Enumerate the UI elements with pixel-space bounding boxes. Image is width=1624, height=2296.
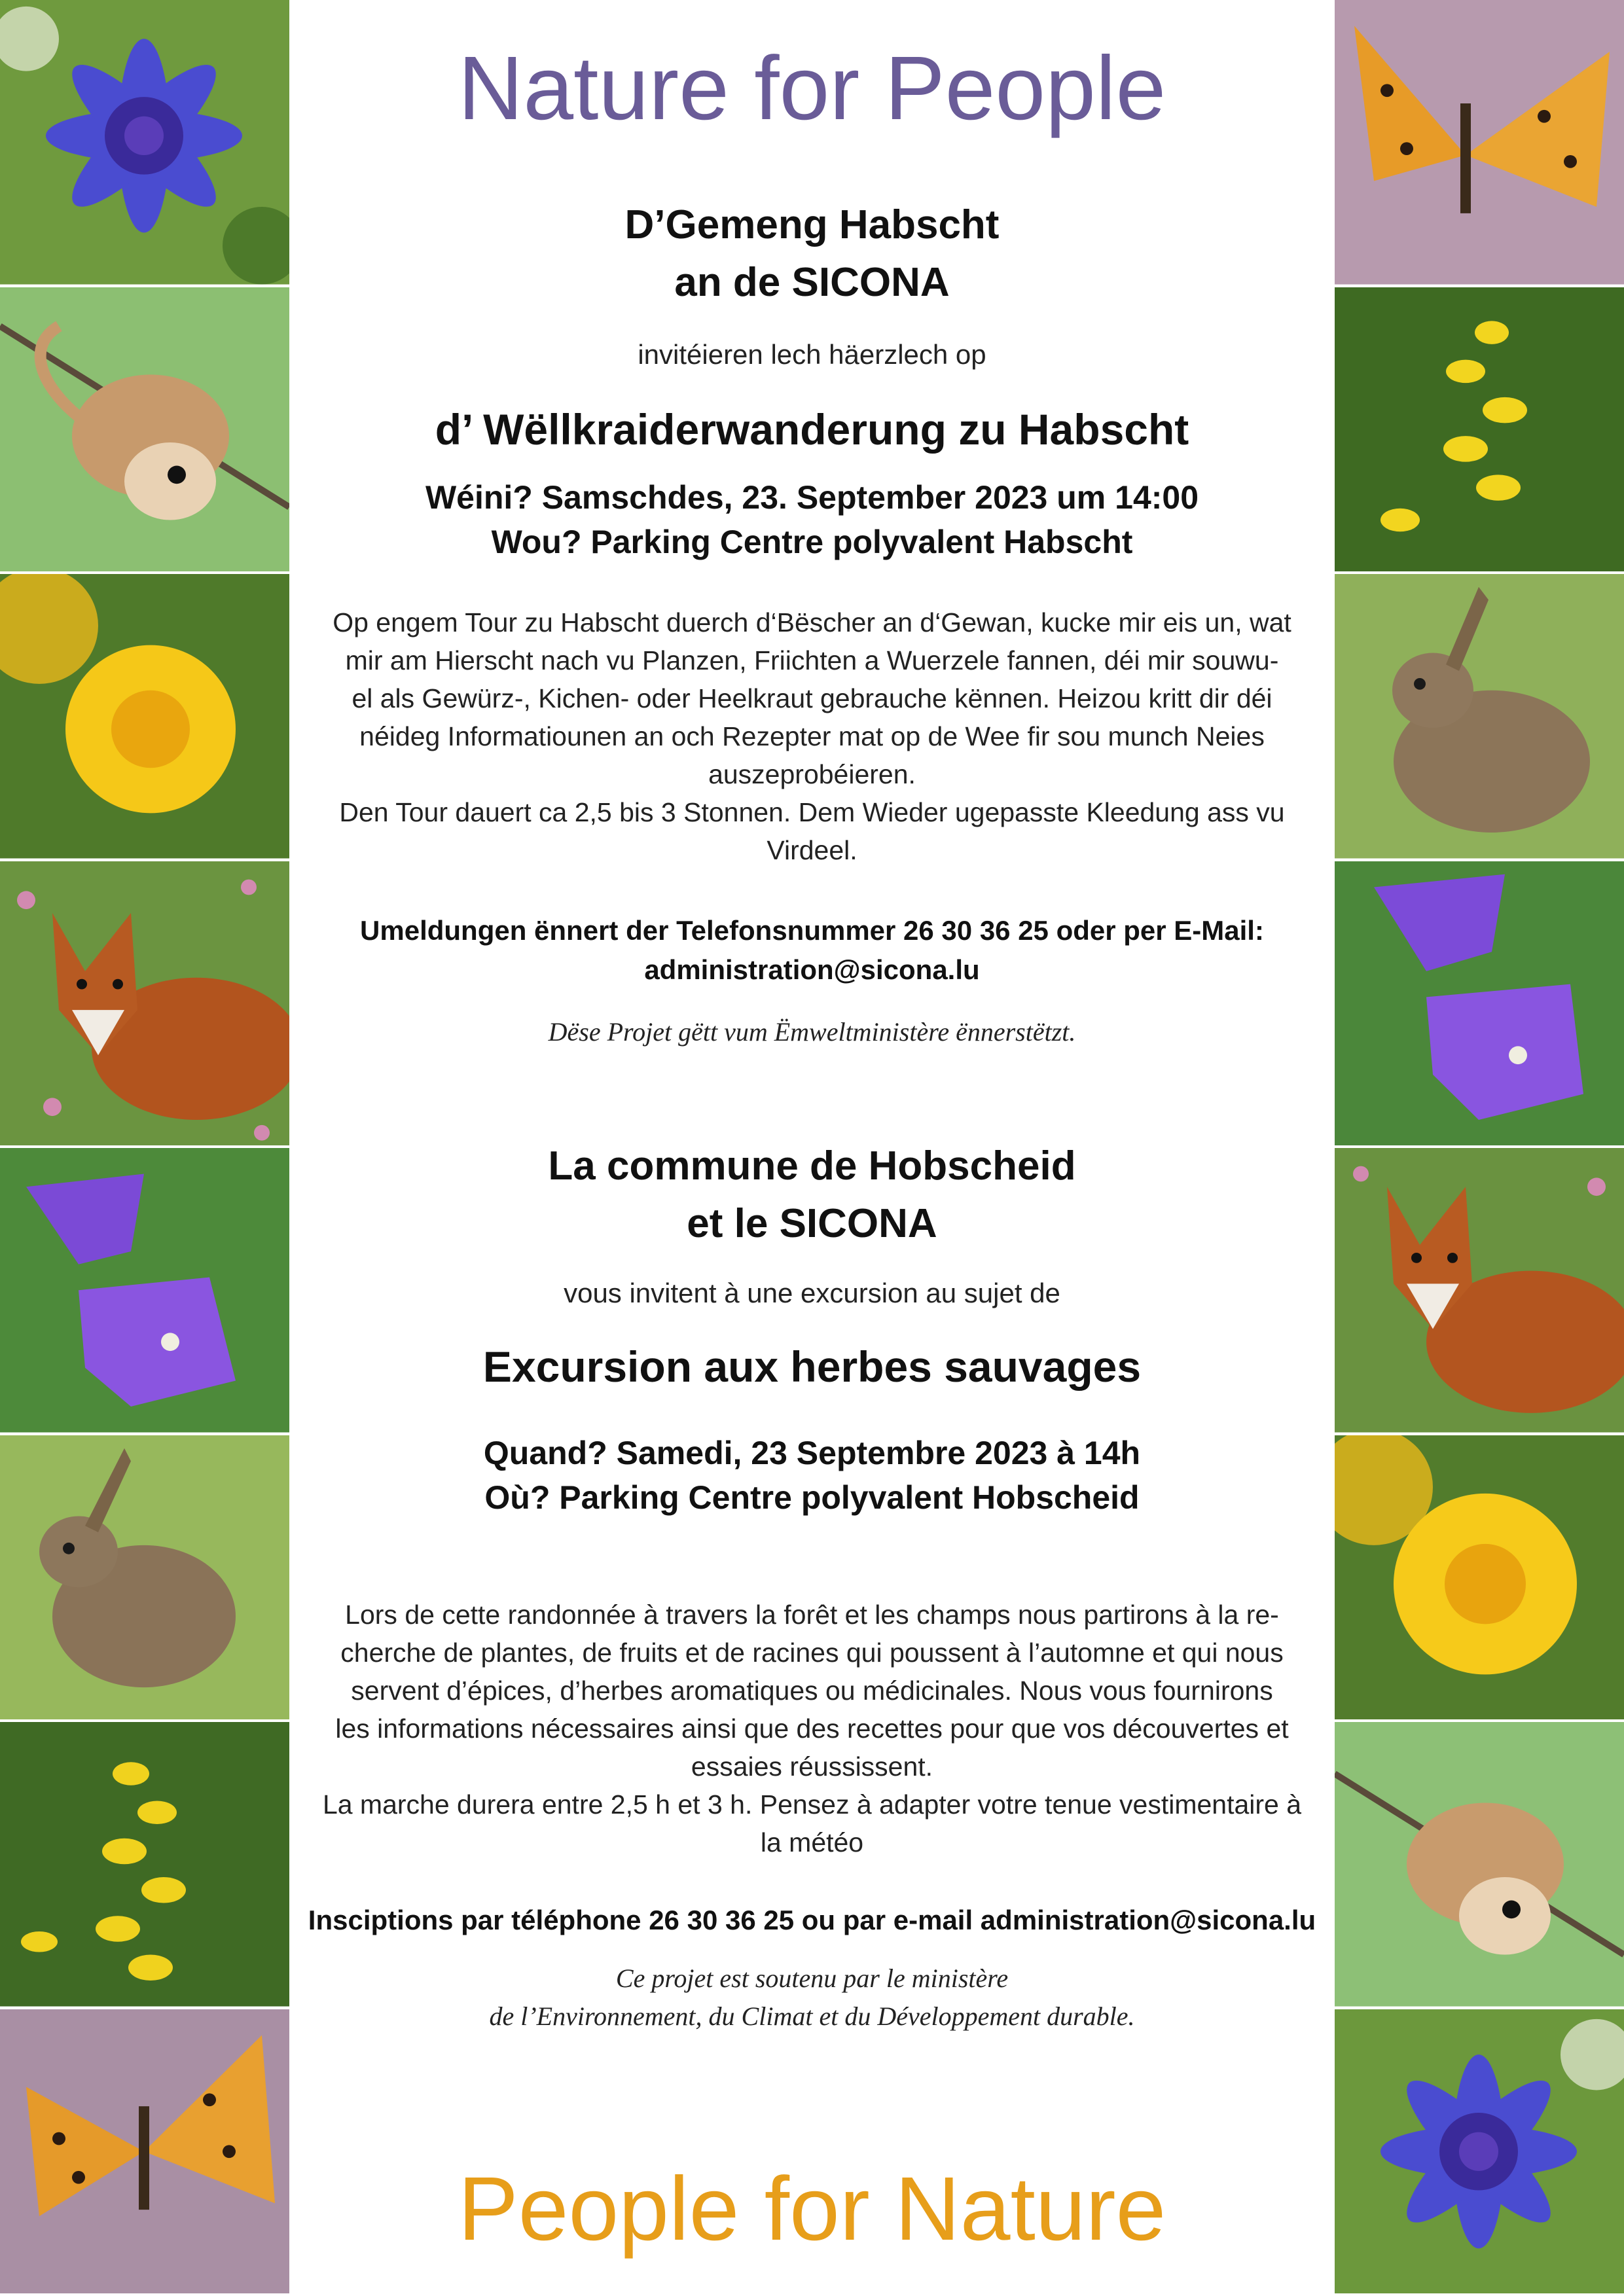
fr-description-line: servent d’épices, d’herbes aromatiques ou médicinales. Nous vous fournirons [351,1676,1273,1706]
dormouse-photo [1335,1722,1624,2009]
dormouse-photo [0,287,289,575]
fox-photo [1335,1148,1624,1435]
page-footer-title: People for Nature [458,2159,1166,2259]
lb-invite-text: invitéieren lech häerzlech op [638,339,986,370]
fr-support-note-line: de l’Environnement, du Climat et du Développement durable. [489,2001,1135,2031]
lb-event-title: d’ Wëllkraiderwanderung zu Habscht [435,405,1189,454]
fr-organizer-line: et le SICONA [687,1201,937,1246]
fr-description-line: Lors de cette randonnée à travers la forêt et les champs nous partirons à la re- [345,1600,1279,1630]
lb-contact-line: Umeldungen ënnert der Telefonsnummer 26 30 36 25 oder per E-Mail: [360,915,1264,946]
bellflower-photo [1335,861,1624,1149]
lb-description-line: auszeprobéieren. [708,759,916,789]
hare-photo [0,1435,289,1723]
center-content [289,0,1335,2296]
lb-contact-email[interactable]: administration@sicona.lu [644,954,980,985]
fr-contact: Insciptions par téléphone 26 30 36 25 ou par e-mail administration@sicona.lu [308,1905,1316,1935]
lb-when-where [289,475,1335,564]
lb-organizer-line: D’Gemeng Habscht [624,202,1000,247]
fr-description-line: cherche de plantes, de fruits et de racines qui poussent à l’automne et qui nous [340,1638,1284,1668]
fr-when-where [289,1431,1335,1520]
lb-description-line: néideg Informatiounen an och Rezepter mat op de Wee fir sou munch Neies [359,721,1265,751]
fr-description [289,1596,1335,1861]
lb-support-note: Dëse Projet gëtt vum Ëmweltministère ënnerstëtzt. [548,1017,1076,1047]
fr-organizers [289,1138,1335,1253]
lb-where: Wou? Parking Centre polyvalent Habscht [491,524,1133,560]
fr-support-note-line: Ce projet est soutenu par le ministère [615,1964,1009,1993]
broom-photo [0,1722,289,2009]
yellow-daisy-photo [1335,1435,1624,1723]
fox-photo [0,861,289,1149]
bellflower-photo [0,1148,289,1435]
cornflower-photo [1335,2009,1624,2296]
lb-description-line: Virdeel. [767,835,857,865]
fr-when: Quand? Samedi, 23 Septembre 2023 à 14h [483,1435,1141,1471]
page-title: Nature for People [458,38,1166,139]
butterfly-photo [0,2009,289,2296]
lb-contact [289,911,1335,990]
lb-description-line: mir am Hierscht nach vu Planzen, Friichten a Wuerzele fannen, déi mir souwu- [345,645,1279,675]
fr-description-line: La marche durera entre 2,5 h et 3 h. Pensez à adapter votre tenue vestimentaire à [322,1789,1302,1820]
left-photo-column [0,0,289,2296]
lb-when: Wéini? Samschdes, 23. September 2023 um 14:00 [425,479,1199,516]
fr-invite-text: vous invitent à une excursion au sujet de [564,1278,1060,1308]
lb-description [289,603,1335,869]
fr-description-line: essaies réussissent. [691,1751,933,1782]
fr-description-line: les informations nécessaires ainsi que des recettes pour que vos découvertes et [335,1713,1289,1744]
lb-description-line: Den Tour dauert ca 2,5 bis 3 Stonnen. Dem Wieder ugepasste Kleedung ass vu [339,797,1285,827]
hare-photo [1335,574,1624,861]
broom-photo [1335,287,1624,575]
fr-organizer-line: La commune de Hobscheid [548,1143,1076,1189]
fr-description-line: la météo [760,1827,864,1857]
fr-where: Où? Parking Centre polyvalent Hobscheid [484,1479,1140,1516]
fr-support-note [289,1960,1335,2036]
lb-description-line: el als Gewürz-, Kichen- oder Heelkraut gebrauche kënnen. Heizou kritt dir déi [352,683,1272,713]
right-photo-column [1335,0,1624,2296]
lb-organizers [289,196,1335,312]
cornflower-photo [0,0,289,287]
lb-organizer-line: an de SICONA [674,260,950,305]
lb-description-line: Op engem Tour zu Habscht duerch d‘Bëscher an d‘Gewan, kucke mir eis un, wat [333,607,1291,637]
butterfly-photo [1335,0,1624,287]
fr-event-title: Excursion aux herbes sauvages [482,1342,1142,1391]
yellow-daisy-photo [0,574,289,861]
